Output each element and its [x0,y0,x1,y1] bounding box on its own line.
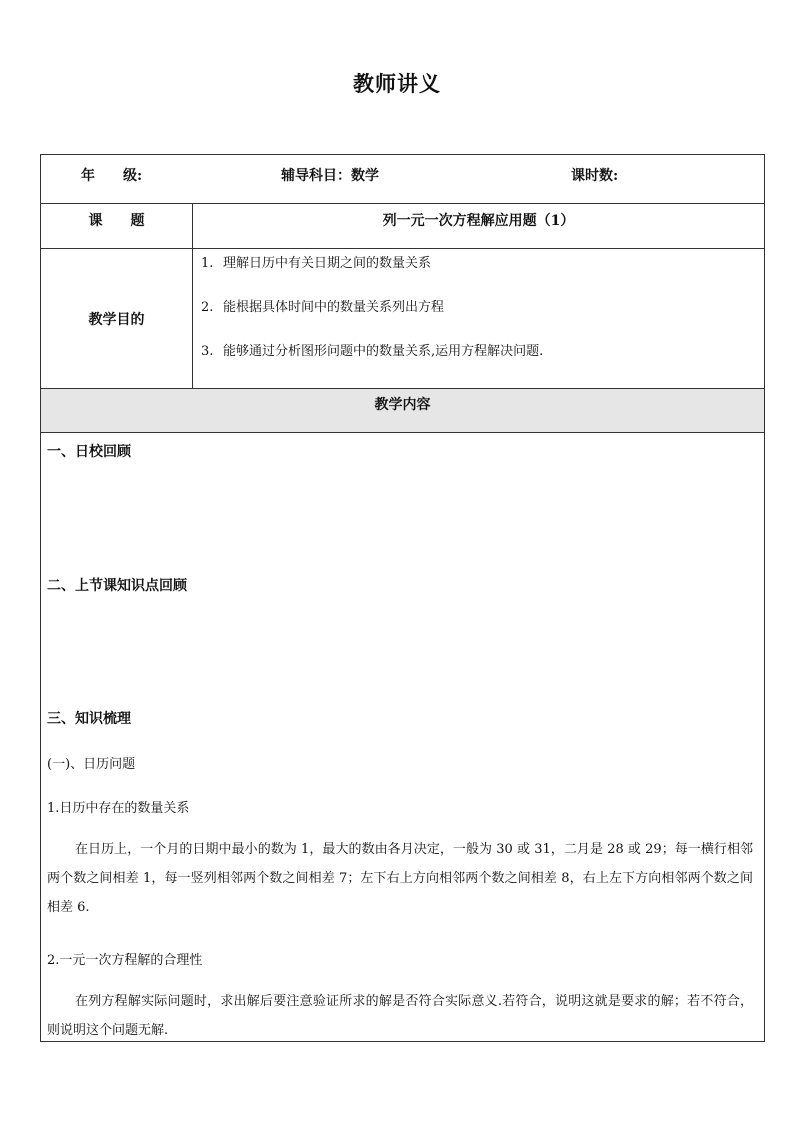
point-paragraph: 在日历上，一个月的日期中最小的数为 1，最大的数由各月决定，一般为 30 或 31，二月是 28 或 29；每一横行相邻两个数之间相差 1，每一竖列相邻两个数之间相差 7；左下右上方向相邻两个数之间相差 8，右上左下方向相邻两个数之间相差 6. [47,842,753,915]
page-title: 教师讲义 [353,71,441,96]
topic-row [41,204,765,249]
lecture-table [40,154,765,1042]
goal-text: 能根据具体时间中的数量关系列出方程 [223,300,445,315]
section-heading: 一、日校回顾 [47,444,131,460]
goal-number: 3. [201,344,214,359]
goal-item [201,343,764,387]
goals-row [41,249,765,389]
subject-label: 辅导科目：数学 [281,168,379,184]
grade-label: 年 级: [81,168,143,184]
section-heading: 三、知识梳理 [47,711,131,727]
topic-label: 课 题 [41,204,193,249]
hours-label: 课时数: [571,168,619,184]
goal-item [201,299,764,343]
point-title: 2.一元一次方程解的合理性 [47,953,203,968]
goal-text: 能够通过分析图形问题中的数量关系,运用方程解决问题. [223,344,544,359]
section-heading: 二、上节课知识点回顾 [47,578,187,594]
goal-item [201,255,764,299]
point-paragraph: 在列方程解实际问题时，求出解后要注意验证所求的解是否符合实际意义.若符合，说明这就是要求的解；若不符合，则说明这个问题无解. [47,994,753,1038]
goal-text: 理解日历中有关日期之间的数量关系 [223,256,432,271]
content-heading-row [41,389,765,433]
goals-list [193,249,765,389]
subsection-heading: (一)、日历问题 [47,757,136,772]
point-title: 1.日历中存在的数量关系 [47,801,190,816]
header-row [41,155,765,204]
content-heading: 教学内容 [41,389,765,433]
goal-number: 2. [201,300,214,315]
content-row [41,433,765,1042]
topic-value: 列一元一次方程解应用题（1） [193,204,765,249]
goal-number: 1. [201,256,214,271]
goals-label: 教学目的 [41,249,193,389]
content-body [41,433,764,1041]
